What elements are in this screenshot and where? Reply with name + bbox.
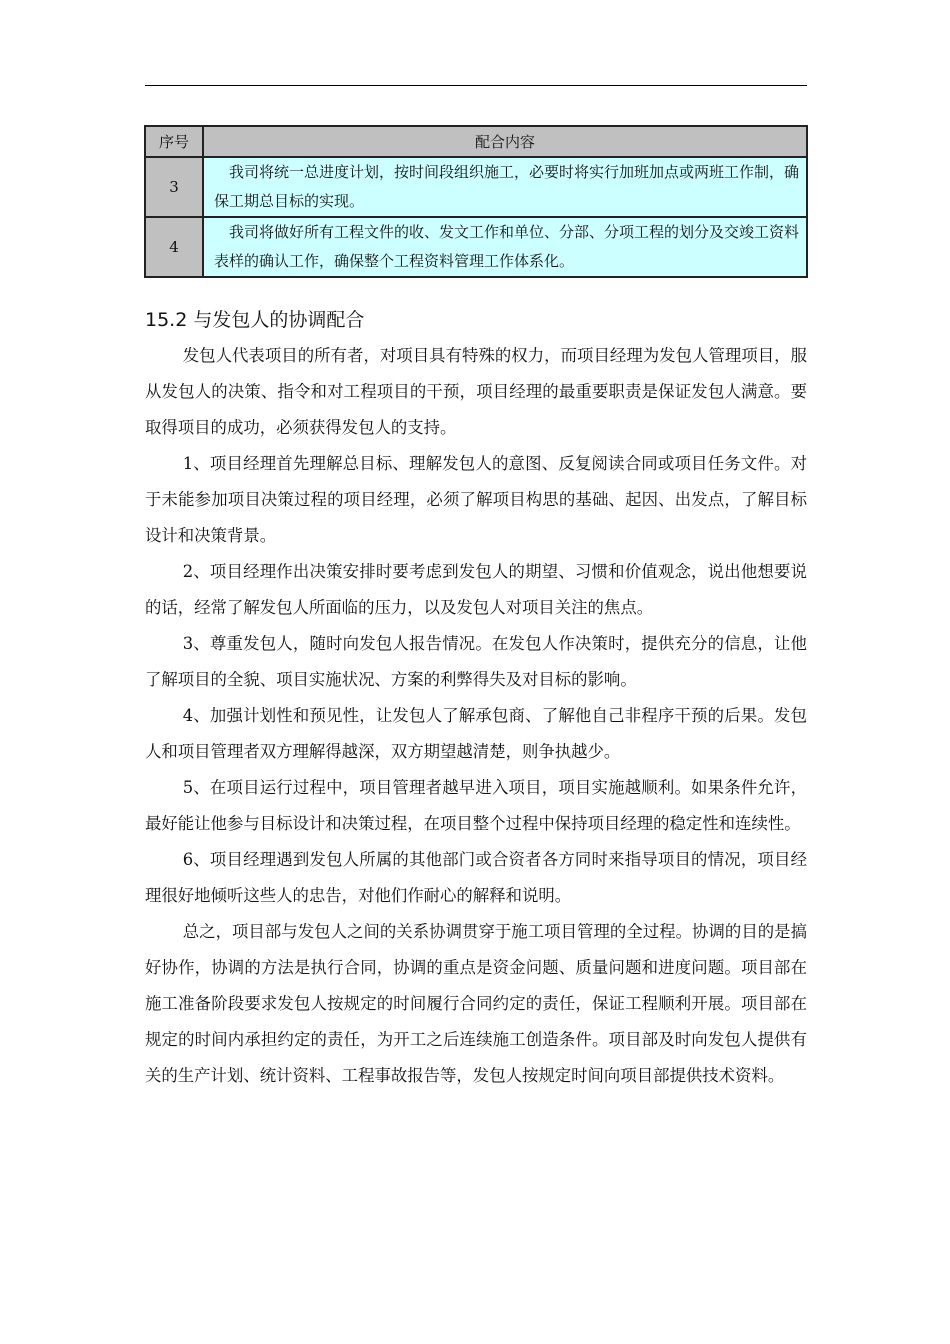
table-cell-content: 我司将做好所有工程文件的收、发文工作和单位、分部、分项工程的划分及交竣工资料表样的确认工作，确保整个工程资料管理工作体系化。: [203, 217, 807, 277]
table-cell-num: 3: [145, 157, 203, 217]
paragraph-intro: 发包人代表项目的所有者，对项目具有特殊的权力，而项目经理为发包人管理项目，服从发包人的决策、指令和对工程项目的干预，项目经理的最重要职责是保证发包人满意。要取得项目的成功，必须获得发包人的支持。: [145, 346, 807, 437]
header-rule: [145, 85, 807, 86]
paragraph-item-6: 6、项目经理遇到发包人所属的其他部门或合资者各方同时来指导项目的情况，项目经理很好地倾听这些人的忠告，对他们作耐心的解释和说明。: [145, 850, 807, 905]
table-header-row: [145, 126, 807, 157]
paragraph-item-4: 4、加强计划性和预见性，让发包人了解承包商、了解他自己非程序干预的后果。发包人和项目管理者双方理解得越深，双方期望越清楚，则争执越少。: [145, 706, 807, 761]
section-title: 15.2 与发包人的协调配合: [145, 308, 365, 331]
table-cell-content: 我司将统一总进度计划，按时间段组织施工，必要时将实行加班加点或两班工作制，确保工期总目标的实现。: [203, 157, 807, 217]
coordination-table: [144, 125, 808, 278]
table-header-num: 序号: [145, 126, 203, 157]
table-header-content: 配合内容: [203, 126, 807, 157]
paragraph-summary: 总之，项目部与发包人之间的关系协调贯穿于施工项目管理的全过程。协调的目的是搞好协作，协调的方法是执行合同，协调的重点是资金问题、质量问题和进度问题。项目部在施工准备阶段要求发包人按规定的时间履行合同约定的责任，保证工程顺利开展。项目部在规定的时间内承担约定的责任，为开工之后连续施工创造条件。项目部及时向发包人提供有关的生产计划、统计资料、工程事故报告等，发包人按规定时间向项目部提供技术资料。: [145, 922, 807, 1085]
paragraph-item-3: 3、尊重发包人，随时向发包人报告情况。在发包人作决策时，提供充分的信息，让他了解项目的全貌、项目实施状况、方案的利弊得失及对目标的影响。: [145, 634, 807, 689]
body-text: [145, 338, 807, 1094]
table-row: [145, 157, 807, 217]
table-cell-num: 4: [145, 217, 203, 277]
table-row: [145, 217, 807, 277]
paragraph-item-5: 5、在项目运行过程中，项目管理者越早进入项目，项目实施越顺利。如果条件允许，最好能让他参与目标设计和决策过程，在项目整个过程中保持项目经理的稳定性和连续性。: [145, 778, 807, 833]
paragraph-item-2: 2、项目经理作出决策安排时要考虑到发包人的期望、习惯和价值观念，说出他想要说的话，经常了解发包人所面临的压力，以及发包人对项目关注的焦点。: [145, 562, 807, 617]
paragraph-item-1: 1、项目经理首先理解总目标、理解发包人的意图、反复阅读合同或项目任务文件。对于未能参加项目决策过程的项目经理，必须了解项目构思的基础、起因、出发点，了解目标设计和决策背景。: [145, 454, 807, 545]
